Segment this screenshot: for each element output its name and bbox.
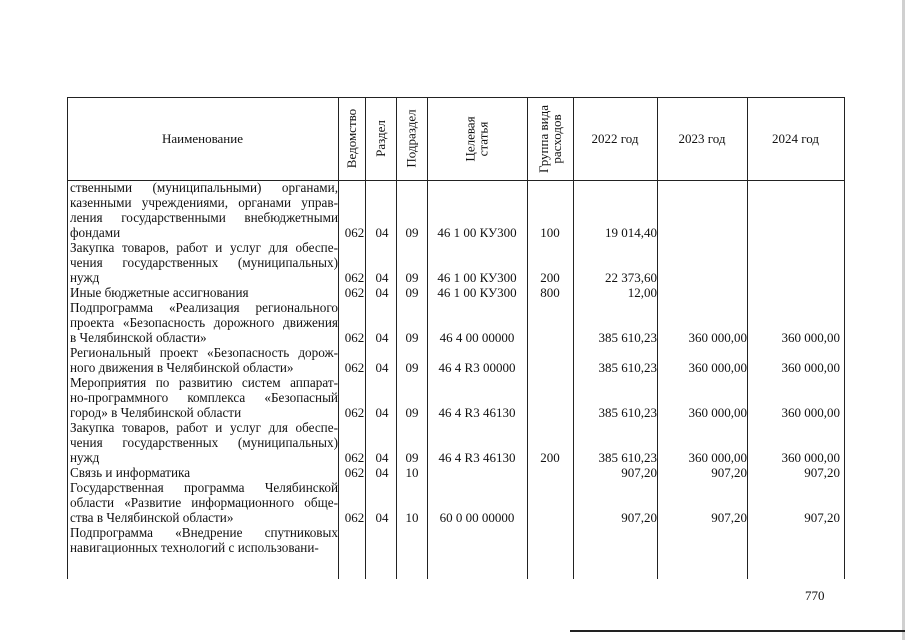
cell-2024: 360 000,00 xyxy=(781,330,840,345)
cell-celevaya: 46 4 R3 46130 xyxy=(438,405,516,420)
header-2023: 2023 год xyxy=(678,130,726,146)
table-body xyxy=(67,180,845,555)
cell-2022: 385 610,23 xyxy=(598,450,657,465)
cell-name xyxy=(67,465,338,480)
table-row xyxy=(67,345,845,375)
name-line: но-программного комплекса «Безопасный xyxy=(70,390,338,405)
cell-razdel: 04 xyxy=(375,270,389,285)
header-2022: 2022 год xyxy=(591,130,639,146)
cell-2023: 907,20 xyxy=(711,465,747,480)
name-line: навигационных технологий с использовани- xyxy=(70,540,319,555)
cell-celevaya: 46 4 R3 00000 xyxy=(438,360,516,375)
name-line: ления государственными внебюджетными xyxy=(70,210,338,225)
bottom-rule xyxy=(570,630,905,632)
name-line: проекта «Безопасность дорожного движения xyxy=(70,315,338,330)
cell-celevaya: 46 4 R3 46130 xyxy=(438,450,516,465)
table-row xyxy=(67,240,845,285)
table-row xyxy=(67,285,845,300)
cell-2022: 385 610,23 xyxy=(598,360,657,375)
cell-2022: 12,00 xyxy=(627,285,657,300)
page-number: 770 xyxy=(805,588,825,603)
cell-gruppa: 800 xyxy=(540,285,560,300)
cell-razdel: 04 xyxy=(375,450,389,465)
cell-podrazdel: 09 xyxy=(405,225,419,240)
name-line: Подпрограмма «Внедрение спутниковых xyxy=(70,525,338,540)
cell-name xyxy=(67,525,338,555)
table-row xyxy=(67,180,845,240)
cell-2024: 907,20 xyxy=(804,465,840,480)
cell-razdel: 04 xyxy=(375,465,389,480)
header-razdel: Раздел xyxy=(373,120,388,157)
name-line: области «Развитие информационного обще- xyxy=(70,495,338,510)
cell-name xyxy=(67,420,338,465)
cell-name xyxy=(67,240,338,285)
cell-celevaya: 46 4 00 00000 xyxy=(439,330,515,345)
cell-podrazdel: 10 xyxy=(405,465,419,480)
cell-name xyxy=(67,345,338,375)
cell-razdel: 04 xyxy=(375,330,389,345)
cell-2023: 360 000,00 xyxy=(688,360,747,375)
name-line: Закупка товаров, работ и услуг для обеспе- xyxy=(70,420,338,435)
header-podrazdel: Подраздел xyxy=(404,109,420,168)
table-row xyxy=(67,480,845,525)
cell-razdel: 04 xyxy=(375,285,389,300)
cell-2023: 360 000,00 xyxy=(688,330,747,345)
cell-2023: 360 000,00 xyxy=(688,405,747,420)
cell-celevaya: 46 1 00 КУ300 xyxy=(437,270,517,285)
cell-ved: 062 xyxy=(344,510,365,525)
cell-name xyxy=(67,285,338,300)
table-row xyxy=(67,300,845,345)
cell-podrazdel: 09 xyxy=(405,270,419,285)
cell-ved: 062 xyxy=(344,405,365,420)
cell-2024: 907,20 xyxy=(804,510,840,525)
name-line: нужд xyxy=(70,270,100,285)
name-line: чения государственных (муниципальных) xyxy=(70,435,338,450)
table-row xyxy=(67,375,845,420)
name-line: Государственная программа Челябинской xyxy=(70,480,338,495)
cell-2022: 22 373,60 xyxy=(605,270,657,285)
cell-gruppa: 200 xyxy=(540,270,560,285)
cell-2022: 385 610,23 xyxy=(598,330,657,345)
table-row xyxy=(67,465,845,480)
name-line: чения государственных (муниципальных) xyxy=(70,255,338,270)
cell-razdel: 04 xyxy=(375,510,389,525)
name-line: в Челябинской области» xyxy=(70,330,207,345)
header-ved: Ведомство xyxy=(344,108,359,169)
cell-podrazdel: 09 xyxy=(405,330,419,345)
cell-name xyxy=(67,180,338,240)
cell-name xyxy=(67,375,338,420)
cell-ved: 062 xyxy=(344,225,365,240)
name-line: Связь и информатика xyxy=(70,465,191,480)
name-line: ственными (муниципальными) органами, xyxy=(70,180,338,195)
cell-ved: 062 xyxy=(344,450,365,465)
cell-gruppa: 200 xyxy=(540,450,560,465)
cell-celevaya: 46 1 00 КУ300 xyxy=(437,225,517,240)
cell-razdel: 04 xyxy=(375,360,389,375)
cell-ved: 062 xyxy=(344,270,365,285)
cell-ved: 062 xyxy=(344,330,365,345)
cell-2024: 360 000,00 xyxy=(781,360,840,375)
cell-2023: 907,20 xyxy=(711,510,747,525)
cell-ved: 062 xyxy=(344,285,365,300)
name-line: Мероприятия по развитию систем аппарат- xyxy=(70,375,338,390)
name-line: казенными учреждениями, органами управ- xyxy=(70,195,338,210)
cell-razdel: 04 xyxy=(375,405,389,420)
cell-ved: 062 xyxy=(344,465,365,480)
cell-name xyxy=(67,300,338,345)
cell-celevaya: 60 0 00 00000 xyxy=(439,510,515,525)
name-line: ного движения в Челябинской области» xyxy=(70,360,294,375)
cell-2023: 360 000,00 xyxy=(688,450,747,465)
cell-podrazdel: 09 xyxy=(405,360,419,375)
header-gruppa: Группа вида расходов xyxy=(536,104,565,173)
name-line: нужд xyxy=(70,450,100,465)
cell-podrazdel: 10 xyxy=(405,510,419,525)
cell-2022: 907,20 xyxy=(621,465,657,480)
cell-name xyxy=(67,480,338,525)
cell-2024: 360 000,00 xyxy=(781,405,840,420)
name-line: Иные бюджетные ассигнования xyxy=(70,285,249,300)
name-line: Закупка товаров, работ и услуг для обеспе- xyxy=(70,240,338,255)
name-line: город» в Челябинской области xyxy=(70,405,242,420)
cell-2022: 907,20 xyxy=(621,510,657,525)
cell-celevaya: 46 1 00 КУ300 xyxy=(437,285,517,300)
header-celevaya: Целевая статья xyxy=(462,115,491,162)
cell-podrazdel: 09 xyxy=(405,285,419,300)
cell-podrazdel: 09 xyxy=(405,405,419,420)
header-2024: 2024 год xyxy=(772,130,819,146)
header-name: Наименование xyxy=(162,130,243,146)
table-row xyxy=(67,420,845,465)
cell-ved: 062 xyxy=(344,360,365,375)
cell-razdel: 04 xyxy=(375,225,389,240)
cell-2022: 19 014,40 xyxy=(605,225,657,240)
name-line: фондами xyxy=(70,225,121,240)
name-line: Подпрограмма «Реализация регионального xyxy=(70,300,338,315)
cell-2022: 385 610,23 xyxy=(598,405,657,420)
name-line: Региональный проект «Безопасность дорож- xyxy=(70,345,338,360)
cell-2024: 360 000,00 xyxy=(781,450,840,465)
table-row xyxy=(67,525,845,555)
cell-gruppa: 100 xyxy=(540,225,560,240)
cell-podrazdel: 09 xyxy=(405,450,419,465)
name-line: ства в Челябинской области» xyxy=(70,510,234,525)
budget-table xyxy=(67,97,845,579)
